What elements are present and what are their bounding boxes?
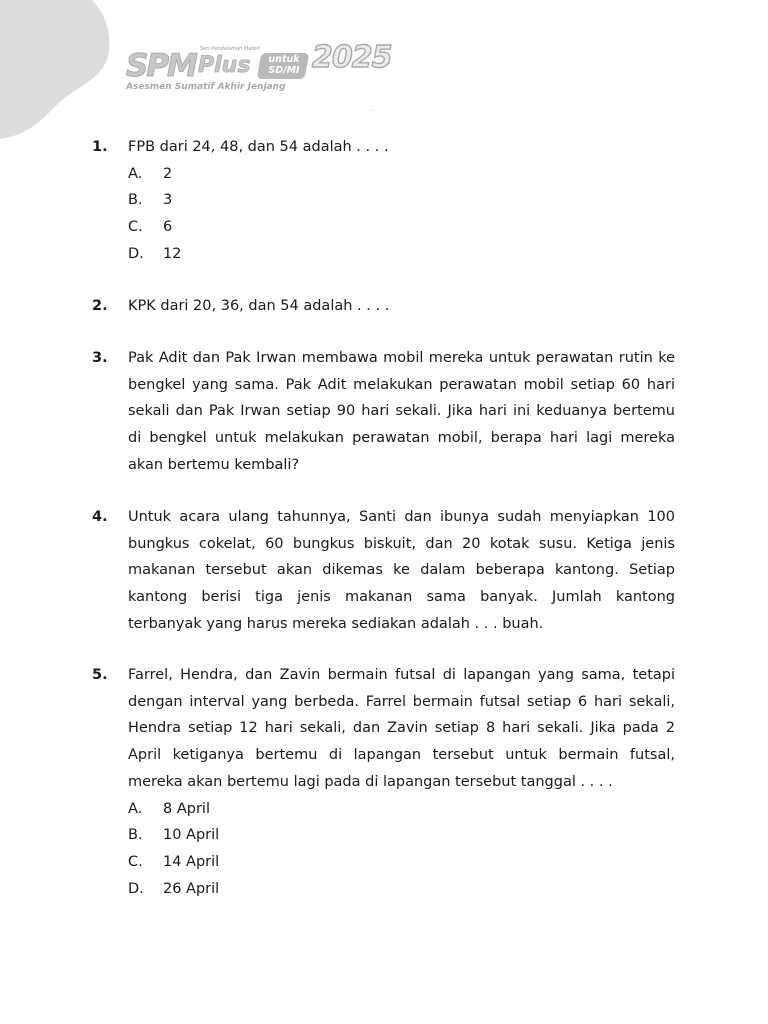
question-number: 4. — [92, 509, 108, 525]
option-list — [128, 796, 675, 903]
option-a: A. 2 — [128, 165, 173, 182]
question-number: 5. — [92, 667, 108, 683]
option-b: B. 10 April — [128, 827, 220, 844]
question-4 — [92, 504, 675, 638]
logo-subtitle: Asesmen Sumatif Akhir Jenjang — [126, 82, 286, 92]
separator-dot: · — [371, 108, 373, 115]
question-2 — [92, 293, 675, 320]
logo-plus: Plus — [198, 53, 251, 78]
logo-year: 2025 — [312, 40, 392, 75]
question-text: Untuk acara ulang tahunnya, Santi dan ibunya sudah menyiapkan 100 bungkus cokelat, 60 bungkus biskuit, dan 20 kotak susu. Ketiga jenis makanan tersebut akan dikemas ke dalam beberapa kantong. Setiap kantong berisi tiga jenis makanan sama banyak. Jumlah kantong terbanyak yang harus mereka sediakan adalah . . . buah. — [128, 509, 675, 632]
audience-text: untuk SD/MI — [268, 54, 300, 76]
question-number: 1. — [92, 139, 108, 155]
series-label: Seri Pendalaman Materi — [200, 46, 260, 52]
question-5 — [92, 662, 675, 902]
option-d: D. 26 April — [128, 880, 220, 897]
option-c: C. 6 — [128, 219, 173, 236]
question-1 — [92, 134, 675, 268]
option-a: A. 8 April — [128, 800, 210, 817]
option-c: C. 14 April — [128, 853, 220, 870]
question-text: Pak Adit dan Pak Irwan membawa mobil mereka untuk perawatan rutin ke bengkel yang sama. Pak Adit melakukan perawatan mobil setiap 60 hari sekali dan Pak Irwan setiap 90 hari sekali. Jika hari ini keduanya bertemu di bengkel untuk melakukan perawatan mobil, berapa hari lagi mereka akan bertemu kembali? — [128, 350, 675, 473]
option-d: D. 12 — [128, 245, 182, 262]
question-text: KPK dari 20, 36, dan 54 adalah . . . . — [128, 298, 390, 314]
corner-decoration — [0, 0, 130, 145]
question-number: 3. — [92, 350, 108, 366]
logo-spm: SPM — [126, 48, 196, 84]
option-list — [128, 161, 675, 268]
option-b: B. 3 — [128, 192, 173, 209]
brand-logo — [122, 40, 402, 100]
question-number: 2. — [92, 298, 108, 314]
question-text: Farrel, Hendra, dan Zavin bermain futsal di lapangan yang sama, tetapi dengan interval yang berbeda. Farrel bermain futsal setiap 6 hari sekali, Hendra setiap 12 hari sekali, dan Zavin setiap 8 hari sekali. Jika pada 2 April ketiganya bertemu di lapangan tersebut untuk bermain futsal, mereka akan bertemu lagi pada di lapangan tersebut tanggal . . . . — [128, 667, 675, 790]
question-3 — [92, 345, 675, 479]
question-text: FPB dari 24, 48, dan 54 adalah . . . . — [128, 139, 389, 155]
